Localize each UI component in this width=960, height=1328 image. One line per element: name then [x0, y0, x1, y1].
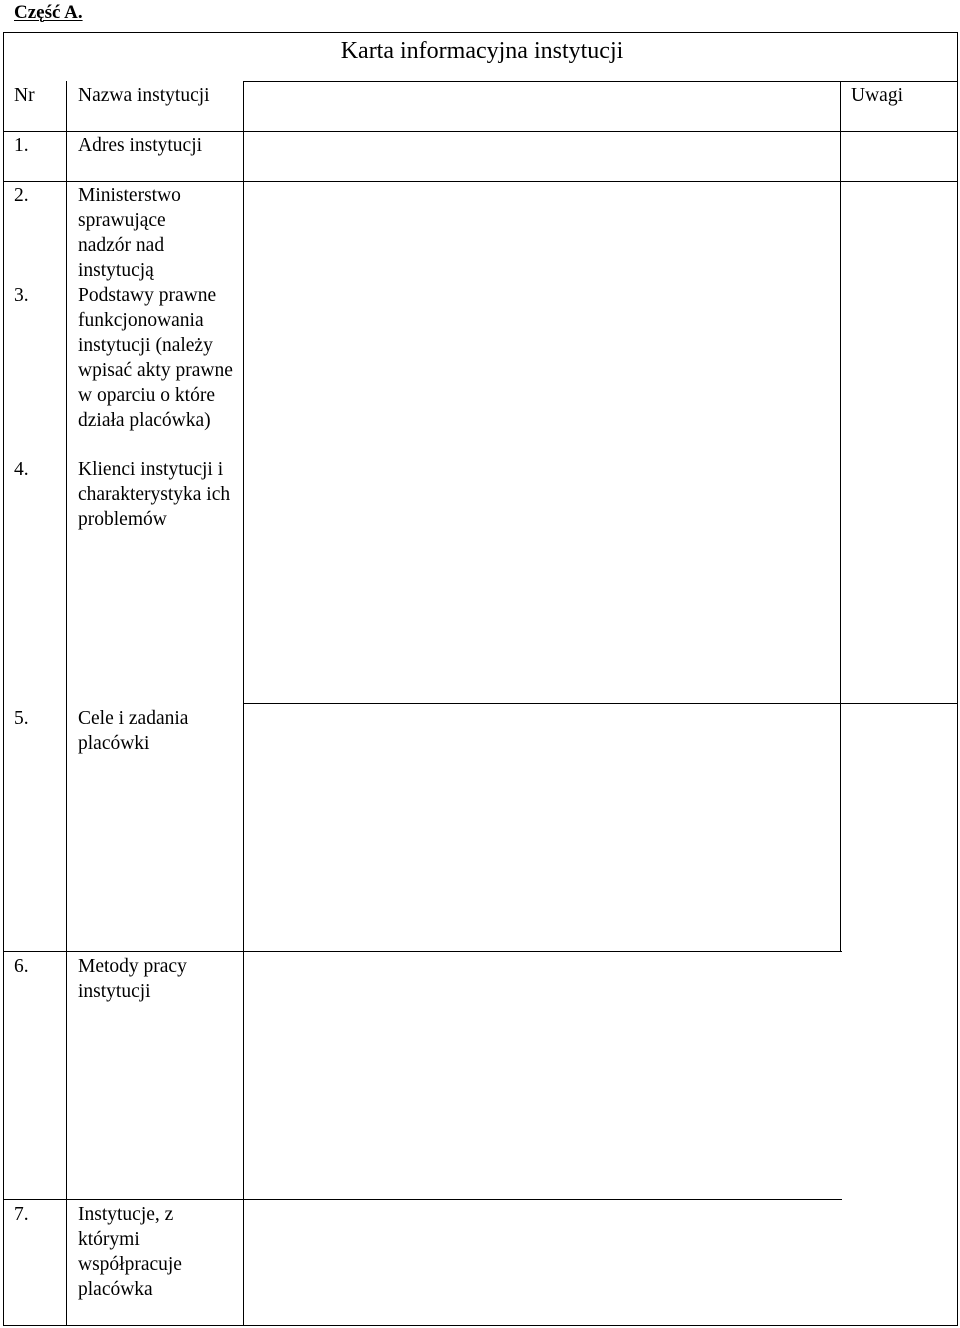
table-border-bottom [3, 1325, 958, 1326]
row-number: 1. [14, 135, 29, 156]
header-name: Nazwa instytucji [78, 85, 210, 106]
section-heading: Część A. [14, 2, 83, 23]
row-divider [3, 1199, 842, 1200]
row-label: Ministerstwo sprawujące nadzór nad instytucją [78, 185, 181, 281]
row-number: 4. [14, 459, 29, 480]
row-divider [3, 131, 958, 132]
table-title: Karta informacyjna instytucji [340, 38, 624, 64]
row-number: 2. [14, 185, 29, 206]
column-divider [66, 81, 67, 1326]
table-border-left [3, 32, 4, 1326]
row-label: Podstawy prawne funkcjonowania instytucji (należy wpisać akty prawne w oparciu o które działa placówka) [78, 285, 233, 431]
column-divider [840, 81, 841, 951]
column-divider [243, 81, 244, 1326]
row-number: 6. [14, 956, 29, 977]
row-divider [3, 951, 842, 952]
row-label: Klienci instytucji i charakterystyka ich problemów [78, 459, 231, 530]
header-nr: Nr [14, 85, 35, 106]
row-label: Adres instytucji [78, 135, 203, 156]
table-border-right [957, 32, 958, 1326]
row-label: Metody pracy instytucji [78, 956, 187, 1002]
row-label: Cele i zadania placówki [78, 708, 189, 754]
row-number: 3. [14, 285, 29, 306]
row-number: 5. [14, 708, 29, 729]
row-number: 7. [14, 1204, 29, 1225]
row-divider [244, 703, 958, 704]
row-label: Instytucje, z którymi współpracuje placówka [78, 1204, 182, 1300]
row-divider [244, 81, 958, 82]
row-divider [3, 181, 958, 182]
table-border-top [3, 32, 958, 33]
header-notes: Uwagi [851, 85, 903, 106]
